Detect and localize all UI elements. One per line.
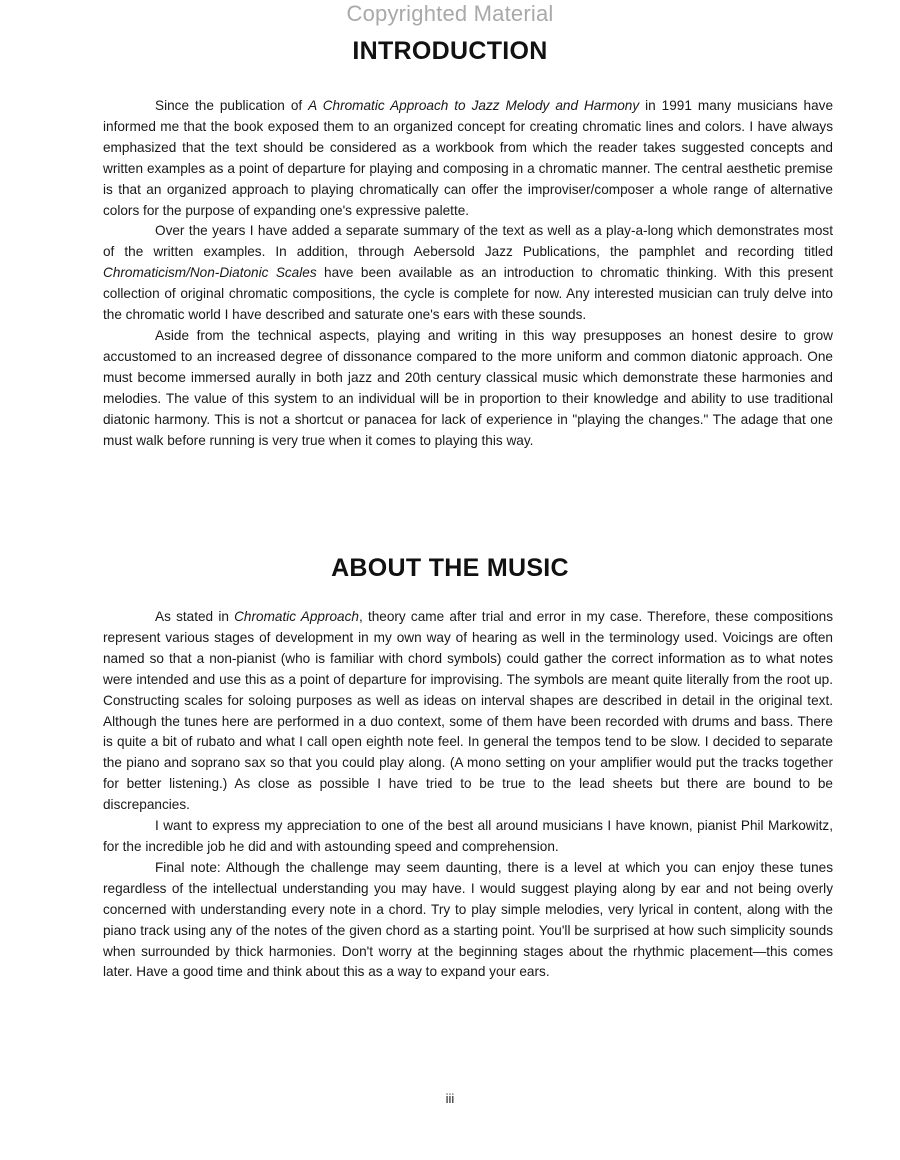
music-p1-text-after: , theory came after trial and error in my case. Therefore, these compositions represent various stages of development in my own way of hearing as well in the terminology used. Voicings are often named so that a non-pianist (who is familiar with chord symbols) could gather the correct information as to what notes were intended and use this as a point of departure for improvising. The symbols are meant quite literally from the root up. Constructing scales for soloing purposes as well as ideas on interval shapes are described in detail in the original text. Although the tunes here are performed in a duo context, some of them have been recorded with drums and bass. There is quite a bit of rubato and what I call open eighth note feel. In general the tempos tend to be slow. I decided to separate the piano and soprano sax so that you could play along. (A mono setting on your amplifier would put the tracks together for better listening.) As close as possible I have tried to be true to the lead sheets but there are bound to be discrepancies.: [103, 609, 833, 813]
about-the-music-section: [103, 607, 833, 983]
intro-p2-text-after: have been available as an introduction to chromatic thinking. With this present collection of original chromatic compositions, the cycle is complete for now. Any interested musician can truly delve into the chromatic world I have described and saturate one's ears with these sounds.: [103, 265, 833, 323]
intro-p1-text-after: in 1991 many musicians have informed me that the book exposed them to an organized concept for creating chromatic lines and colors. I have always emphasized that the text should be considered as a workbook from which the reader takes suggested concepts and written examples as a point of departure for playing and composing in a chromatic manner. The central aesthetic premise is that an organized approach to playing chromatically can offer the improviser/composer a whole range of alternative colors for the purpose of expanding one's expressive palette.: [103, 98, 834, 218]
page-number: iii: [445, 1091, 455, 1106]
introduction-paragraph-2: [103, 221, 833, 326]
introduction-paragraph-3: Aside from the technical aspects, playing and writing in this way presupposes an honest desire to grow accustomed to an increased degree of dissonance compared to the more uniform and common diatonic approach. One must become immersed aurally in both jazz and 20th century classical music which demonstrate these harmonies and melodies. The value of this system to an individual will be in proportion to their knowledge and ability to use traditional diatonic harmony. This is not a shortcut or panacea for lack of experience in "playing the changes." The adage that one must walk before running is very true when it comes to playing this way.: [103, 327, 833, 448]
introduction-heading: INTRODUCTION: [352, 37, 548, 65]
about-the-music-heading: ABOUT THE MUSIC: [331, 554, 569, 582]
intro-p1-book-title: A Chromatic Approach to Jazz Melody and Harmony: [308, 98, 640, 113]
music-p1-book-title: Chromatic Approach: [234, 609, 359, 624]
introduction-paragraph-1: [103, 96, 833, 221]
copyright-watermark: Copyrighted Material: [346, 1, 554, 26]
about-music-paragraph-2: I want to express my appreciation to one of the best all around musicians I have known, pianist Phil Markowitz, for the incredible job he did and with astounding speed and comprehension.: [103, 818, 833, 854]
about-music-paragraph-1: [103, 607, 833, 816]
intro-p2-pamphlet-title: Chromaticism/Non-Diatonic Scales: [103, 265, 317, 281]
music-p1-text-before: As stated in: [155, 609, 235, 624]
intro-p1-text-before: Since the publication of: [155, 98, 309, 113]
introduction-section: [103, 96, 833, 451]
about-music-paragraph-3: Final note: Although the challenge may seem daunting, there is a level at which you can enjoy these tunes regardless of the intellectual understanding you may have. I would suggest playing along by ear and not being overly concerned with understanding every note in a chord. Try to play simple melodies, very lyrical in content, along with the piano track using any of the notes of the given chord as a starting point. You'll be surprised at how such simplicity sounds when surrounded by thick harmonies. Don't worry at the beginning stages about the rhythmic placement—this comes later. Have a good time and think about this as a way to expand your ears.: [103, 859, 833, 980]
intro-p2-text-before: Over the years I have added a separate summary of the text as well as a play-a-long which demonstrates most of the written examples. In addition, through Aebersold Jazz Publications, the pamphlet and recording titled: [103, 223, 833, 260]
